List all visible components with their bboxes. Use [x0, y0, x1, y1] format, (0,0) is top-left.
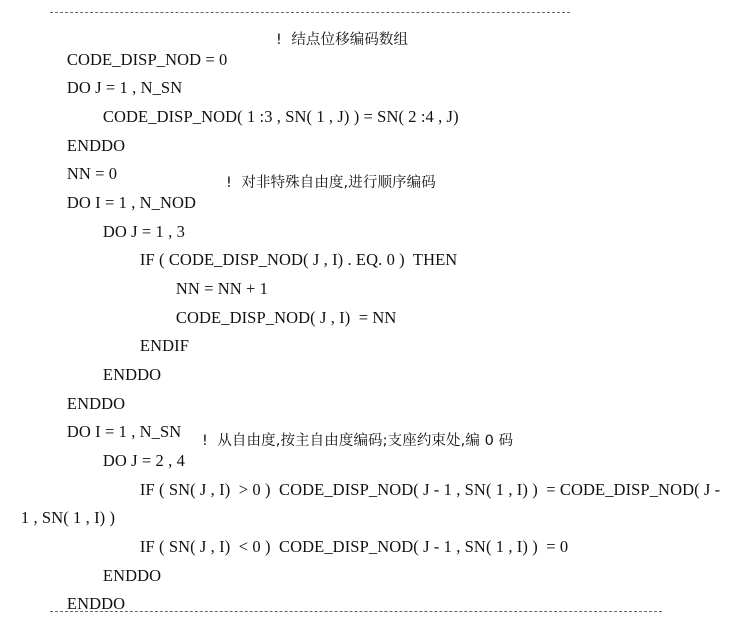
bottom-dashed-rule [50, 611, 662, 612]
code-text-15: DO J = 2 , 4 [102, 451, 185, 470]
code-line-10 [159, 288, 396, 348]
code-text-5: NN = 0 [66, 164, 118, 183]
code-text-18: IF ( SN( J , I) < 0 ) CODE_DISP_NOD( J - 1 , SN( 1 , I) ) = 0 [139, 537, 569, 556]
code-text-11: ENDIF [139, 336, 189, 355]
code-line-16 [123, 460, 720, 520]
code-line-3 [86, 87, 459, 147]
code-line-20 [50, 574, 125, 634]
code-text-9: NN = NN + 1 [175, 279, 269, 298]
code-text-14: DO I = 1 , N_SN [66, 422, 182, 441]
code-text-2: DO J = 1 , N_SN [66, 78, 183, 97]
code-text-1: CODE_DISP_NOD = 0 [66, 50, 228, 69]
top-dashed-rule [50, 12, 570, 13]
code-text-10: CODE_DISP_NOD( J , I) = NN [175, 308, 397, 327]
code-text-17: 1 , SN( 1 , I) ) [20, 508, 116, 527]
code-text-7: DO J = 1 , 3 [102, 222, 185, 241]
code-text-19: ENDDO [102, 566, 162, 585]
code-line-18 [123, 517, 568, 577]
code-comment-6: ! 对非特殊自由度,进行顺序编码 [226, 175, 436, 191]
code-text-12: ENDDO [102, 365, 162, 384]
code-text-3: CODE_DISP_NOD( 1 :3 , SN( 1 , J) ) = SN( 2 :4 , J) [102, 107, 459, 126]
code-text-20: ENDDO [66, 594, 126, 613]
code-text-13: ENDDO [66, 394, 126, 413]
code-text-4: ENDDO [66, 136, 126, 155]
code-line-17 [4, 488, 115, 548]
code-comment-1: ! 结点位移编码数组 [276, 32, 409, 48]
code-text-16: IF ( SN( J , I) > 0 ) CODE_DISP_NOD( J - 1 , SN( 1 , I) ) = CODE_DISP_NOD( J - [139, 480, 721, 499]
code-text-6: DO I = 1 , N_NOD [66, 193, 197, 212]
code-comment-15: ! 从自由度,按主自由度编码;支座约束处,编 0 码 [202, 433, 514, 449]
code-text-8: IF ( CODE_DISP_NOD( J , I) . EQ. 0 ) THEN [139, 250, 458, 269]
